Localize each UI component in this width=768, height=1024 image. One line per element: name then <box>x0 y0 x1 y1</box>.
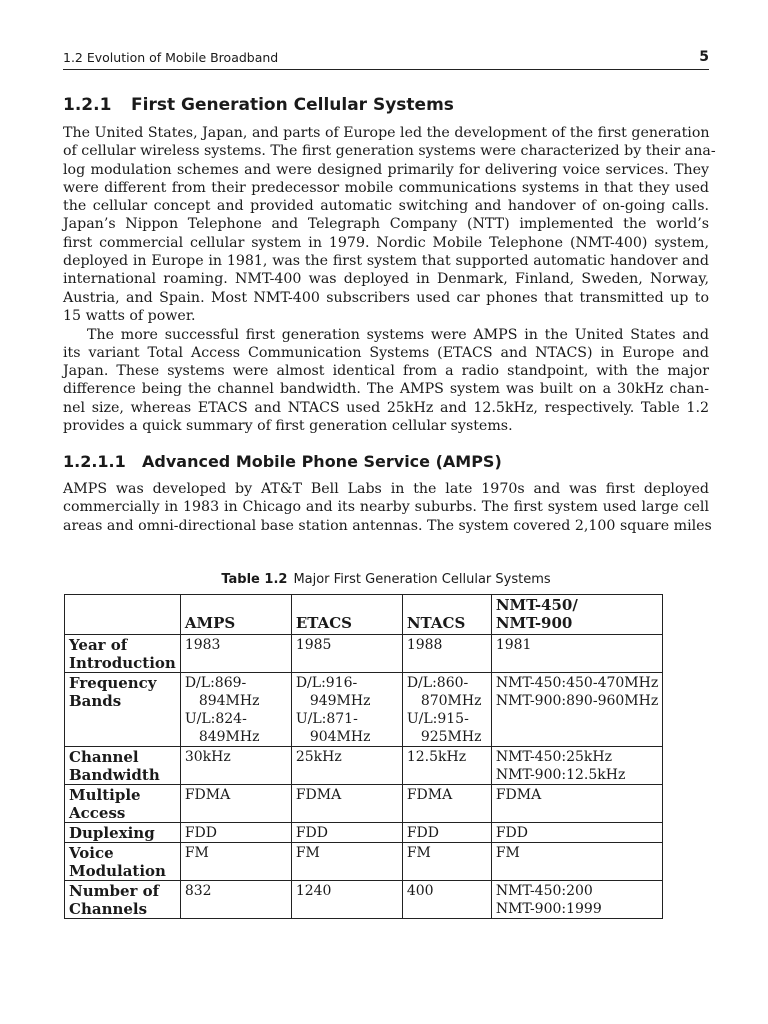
systems-table <box>64 594 663 919</box>
table-cell <box>402 785 491 823</box>
table-header-row <box>65 595 663 635</box>
row-header-line: Year of <box>69 636 128 654</box>
row-header <box>65 881 181 919</box>
running-title: 1.2 Evolution of Mobile Broadband <box>63 50 279 65</box>
cell-line: 870MHz <box>420 693 482 709</box>
cell-line: NMT-450:200 <box>495 883 593 899</box>
paragraph-2 <box>63 326 709 436</box>
cell-line: NMT-900:12.5kHz <box>495 767 626 783</box>
table-cell <box>491 747 662 785</box>
row-header-line: Bands <box>69 692 122 710</box>
table-cell <box>402 843 491 881</box>
text-line: Japan’s Nippon Telephone and Telegraph Company (NTT) implemented the world’s <box>63 216 709 233</box>
cell-line: FDMA <box>295 787 342 803</box>
cell-line: 1981 <box>495 637 532 653</box>
table-cell <box>402 747 491 785</box>
column-header: AMPS <box>180 595 291 635</box>
table-cell <box>491 635 662 673</box>
cell-line: 30kHz <box>184 749 231 765</box>
cell-line: 849MHz <box>198 729 260 745</box>
cell-line: 925MHz <box>420 729 482 745</box>
row-header-line: Access <box>69 804 126 822</box>
cell-line: U/L:871- <box>295 711 358 727</box>
column-header-line: NMT-450/ <box>495 596 578 614</box>
table-cell <box>491 881 662 919</box>
row-header-line: Number of <box>69 882 160 900</box>
text-line: provides a quick summary of first generation cellular systems. <box>63 417 513 434</box>
table-caption-text: Major First Generation Cellular Systems <box>293 572 551 587</box>
table-cell <box>291 843 402 881</box>
section-number: 1.2.1 <box>63 95 112 115</box>
table-row <box>65 747 663 785</box>
cell-line: 1985 <box>295 637 332 653</box>
table-cell <box>291 785 402 823</box>
cell-line: U/L:824- <box>184 711 247 727</box>
row-header-line: Bandwidth <box>69 766 160 784</box>
cell-line: U/L:915- <box>406 711 469 727</box>
row-header <box>65 843 181 881</box>
table-cell <box>291 881 402 919</box>
table-cell <box>291 635 402 673</box>
cell-line: 904MHz <box>309 729 371 745</box>
cell-line: 1983 <box>184 637 221 653</box>
text-line: the cellular concept and provided automatic switching and handover of on-going calls. <box>63 198 709 215</box>
cell-line: 400 <box>406 883 434 899</box>
cell-line: NMT-450:25kHz <box>495 749 612 765</box>
text-line: Japan. These systems were almost identical from a radio standpoint, with the major <box>63 363 709 380</box>
text-line: first commercial cellular system in 1979. Nordic Mobile Telephone (NMT-400) system, <box>63 234 709 251</box>
text-line: nel size, whereas ETACS and NTACS used 25kHz and 12.5kHz, respectively. Table 1.2 <box>63 399 709 416</box>
row-header <box>65 673 181 747</box>
table-row <box>65 881 663 919</box>
row-header-line: Modulation <box>69 862 166 880</box>
section-heading <box>63 95 454 115</box>
text-line: difference being the channel bandwidth. The AMPS system was built on a 30kHz chan- <box>63 381 709 398</box>
table-cell <box>180 673 291 747</box>
column-header: ETACS <box>291 595 402 635</box>
row-header <box>65 747 181 785</box>
text-line: its variant Total Access Communication Systems (ETACS and NTACS) in Europe and <box>63 344 709 361</box>
text-line: log modulation schemes and were designed primarily for delivering voice services. They <box>63 161 709 178</box>
cell-line: FDMA <box>184 787 231 803</box>
table-row <box>65 823 663 843</box>
column-header: NTACS <box>402 595 491 635</box>
cell-line: 1988 <box>406 637 443 653</box>
cell-line: FDD <box>495 825 528 841</box>
table-row <box>65 673 663 747</box>
row-header-line: Voice <box>69 844 114 862</box>
column-header <box>65 595 181 635</box>
cell-line: NMT-450:450-470MHz <box>495 675 659 691</box>
table-cell <box>291 747 402 785</box>
table-cell <box>491 673 662 747</box>
row-header-line: Introduction <box>69 654 176 672</box>
text-line: 15 watts of power. <box>63 307 196 324</box>
cell-line: FM <box>406 845 431 861</box>
table-cell <box>491 823 662 843</box>
cell-line: NMT-900:890-960MHz <box>495 693 659 709</box>
text-line: AMPS was developed by AT&T Bell Labs in the late 1970s and was first deployed <box>63 481 709 497</box>
page-number: 5 <box>699 49 709 65</box>
table-row <box>65 785 663 823</box>
row-header-line: Channels <box>69 900 148 918</box>
page-header <box>63 49 709 70</box>
text-line: The more successful first generation systems were AMPS in the United States and <box>87 326 709 343</box>
text-line: areas and omni-directional base station antennas. The system covered 2,100 square miles <box>63 517 712 534</box>
column-header-line: NMT-900 <box>495 614 573 632</box>
cell-line: 949MHz <box>309 693 371 709</box>
text-line: commercially in 1983 in Chicago and its nearby suburbs. The first system used large cell <box>63 499 709 516</box>
table-cell <box>402 823 491 843</box>
cell-line: FDMA <box>495 787 542 803</box>
table-cell <box>491 843 662 881</box>
table-row <box>65 635 663 673</box>
table-cell <box>402 635 491 673</box>
table-caption-label: Table 1.2 <box>221 572 288 587</box>
row-header-line: Frequency <box>69 674 157 692</box>
table-caption <box>63 572 709 587</box>
cell-line: FM <box>295 845 320 861</box>
text-line: The United States, Japan, and parts of Europe led the development of the first generation <box>63 125 710 141</box>
paragraph-1 <box>63 124 716 325</box>
column-header <box>491 595 662 635</box>
text-line: deployed in Europe in 1981, was the first system that supported automatic handover and <box>63 253 709 270</box>
row-header <box>65 635 181 673</box>
table-cell <box>180 823 291 843</box>
text-line: Austria, and Spain. Most NMT-400 subscribers used car phones that transmitted up to <box>63 289 709 306</box>
row-header-line: Channel <box>69 748 139 766</box>
table-cell <box>180 635 291 673</box>
subsection-title: Advanced Mobile Phone Service (AMPS) <box>142 452 502 471</box>
table-cell <box>402 673 491 747</box>
cell-line: 12.5kHz <box>406 749 467 765</box>
cell-line: FDMA <box>406 787 453 803</box>
cell-line: FM <box>495 845 520 861</box>
table-cell <box>491 785 662 823</box>
table-cell <box>180 785 291 823</box>
table-cell <box>402 881 491 919</box>
table-cell <box>291 823 402 843</box>
cell-line: FDD <box>184 825 217 841</box>
subsection-heading <box>63 452 502 471</box>
cell-line: 832 <box>184 883 212 899</box>
subsection-number: 1.2.1.1 <box>63 452 126 471</box>
table-cell <box>180 881 291 919</box>
section-title: First Generation Cellular Systems <box>131 95 454 115</box>
cell-line: D/L:860- <box>406 675 469 691</box>
cell-line: 1240 <box>295 883 332 899</box>
table-cell <box>180 843 291 881</box>
text-line: of cellular wireless systems. The first generation systems were characterized by their ana- <box>63 143 716 160</box>
text-line: international roaming. NMT-400 was deployed in Denmark, Finland, Sweden, Norway, <box>63 271 709 288</box>
cell-line: FDD <box>295 825 328 841</box>
cell-line: FM <box>184 845 209 861</box>
cell-line: D/L:916- <box>295 675 358 691</box>
row-header-line: Multiple <box>69 786 141 804</box>
row-header <box>65 823 181 843</box>
cell-line: 894MHz <box>198 693 260 709</box>
cell-line: NMT-900:1999 <box>495 901 602 917</box>
cell-line: 25kHz <box>295 749 342 765</box>
paragraph-3 <box>63 480 712 535</box>
cell-line: FDD <box>406 825 439 841</box>
row-header-line: Duplexing <box>69 824 155 842</box>
table-cell <box>291 673 402 747</box>
row-header <box>65 785 181 823</box>
table-cell <box>180 747 291 785</box>
table-row <box>65 843 663 881</box>
text-line: were different from their predecessor mobile communications systems in that they used <box>63 179 709 196</box>
cell-line: D/L:869- <box>184 675 247 691</box>
